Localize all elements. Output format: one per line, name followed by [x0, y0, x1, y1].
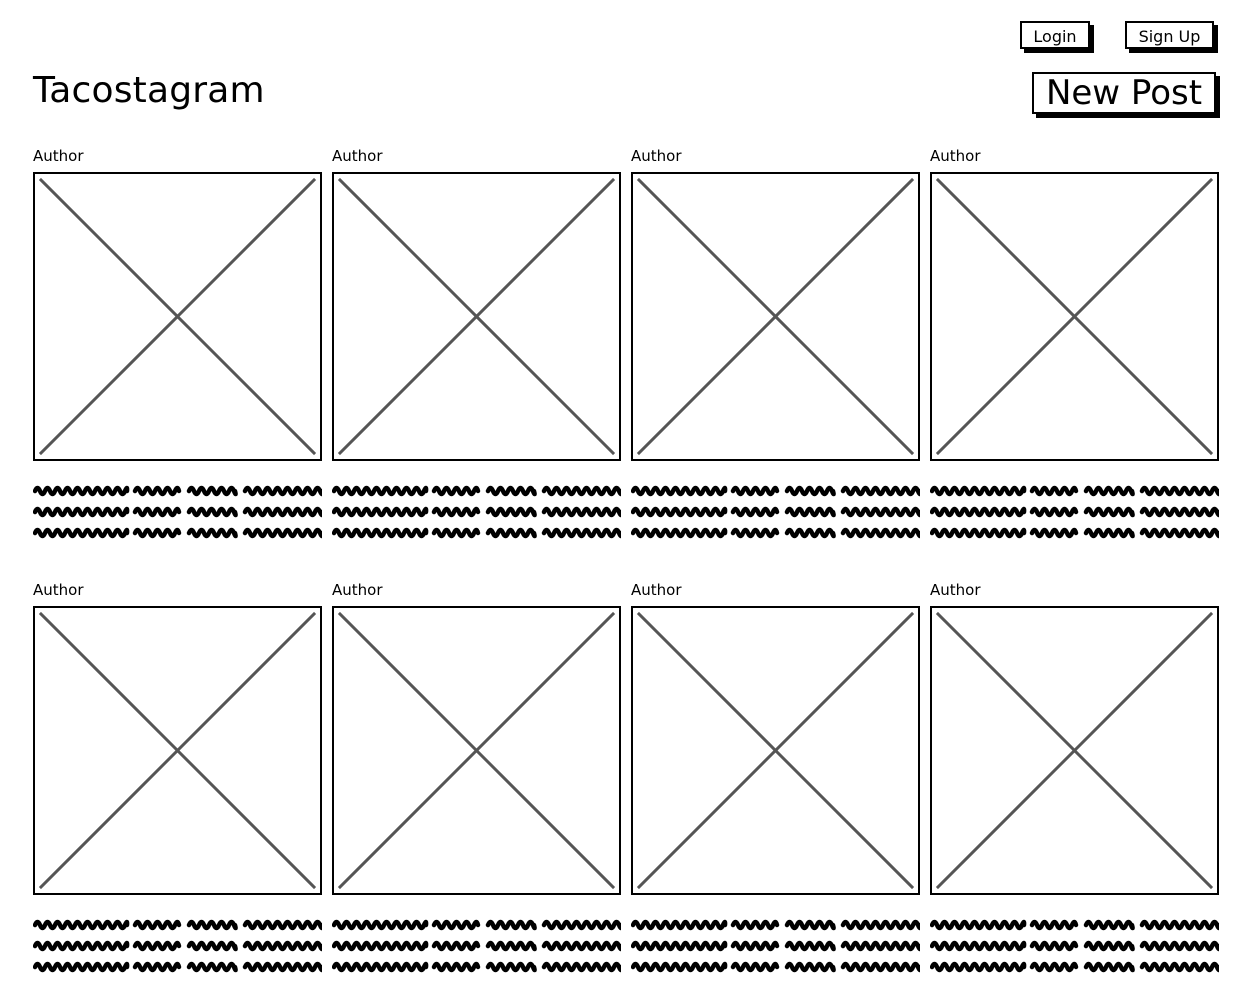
post-author: Author [33, 147, 84, 165]
caption-squiggle [1086, 943, 1133, 949]
caption-squiggle [633, 509, 725, 515]
caption-squiggle [733, 509, 777, 515]
caption-squiggle [488, 964, 535, 970]
caption-squiggle [35, 530, 127, 536]
post-author: Author [930, 581, 981, 599]
caption-squiggle-lines [33, 482, 322, 542]
caption-squiggle [189, 922, 236, 928]
caption-squiggle [135, 943, 179, 949]
caption-squiggle-lines [631, 482, 920, 542]
caption-squiggle [189, 509, 236, 515]
caption-squiggle [932, 530, 1024, 536]
caption-squiggle [544, 509, 621, 515]
caption-squiggle [35, 943, 127, 949]
caption-squiggle [733, 530, 777, 536]
caption-squiggle [843, 922, 920, 928]
caption-squiggle [135, 530, 179, 536]
caption-squiggle [733, 922, 777, 928]
post-author: Author [332, 147, 383, 165]
image-placeholder-icon [334, 608, 619, 893]
caption-squiggle [544, 964, 621, 970]
new-post-button[interactable]: New Post [1032, 72, 1216, 114]
caption-squiggle [1142, 943, 1219, 949]
caption-squiggle [245, 964, 322, 970]
caption-squiggle [245, 509, 322, 515]
caption-squiggle [1032, 488, 1076, 494]
caption-squiggle [787, 530, 834, 536]
caption-squiggle [434, 530, 478, 536]
post-image-placeholder[interactable] [332, 172, 621, 461]
caption-squiggle [787, 922, 834, 928]
caption-squiggle [733, 488, 777, 494]
post-image-placeholder[interactable] [930, 172, 1219, 461]
image-placeholder-icon [633, 608, 918, 893]
caption-squiggle [633, 964, 725, 970]
caption-squiggle [544, 488, 621, 494]
caption-squiggle [1032, 922, 1076, 928]
caption-squiggle [334, 922, 426, 928]
caption-squiggle [35, 509, 127, 515]
image-placeholder-icon [932, 608, 1217, 893]
caption-squiggle [733, 964, 777, 970]
post-author: Author [332, 581, 383, 599]
caption-squiggle [434, 943, 478, 949]
caption-squiggle [1086, 530, 1133, 536]
caption-squiggle [189, 964, 236, 970]
caption-squiggle [488, 943, 535, 949]
caption-squiggle [787, 488, 834, 494]
caption-squiggle [334, 964, 426, 970]
post-caption-scribble [332, 916, 621, 976]
post-image-placeholder[interactable] [332, 606, 621, 895]
caption-squiggle [1086, 488, 1133, 494]
post-card [332, 146, 621, 550]
caption-squiggle [843, 964, 920, 970]
caption-squiggle [843, 488, 920, 494]
post-caption-scribble [930, 482, 1219, 542]
image-placeholder-icon [633, 174, 918, 459]
caption-squiggle [843, 509, 920, 515]
caption-squiggle [1142, 530, 1219, 536]
caption-squiggle [488, 530, 535, 536]
caption-squiggle [1086, 509, 1133, 515]
caption-squiggle [633, 922, 725, 928]
image-placeholder-icon [932, 174, 1217, 459]
caption-squiggle [135, 964, 179, 970]
caption-squiggle [1032, 530, 1076, 536]
caption-squiggle [245, 488, 322, 494]
caption-squiggle-lines [930, 916, 1219, 976]
caption-squiggle [135, 488, 179, 494]
caption-squiggle [1086, 922, 1133, 928]
caption-squiggle [787, 964, 834, 970]
post-card [930, 146, 1219, 550]
caption-squiggle [1086, 964, 1133, 970]
caption-squiggle [334, 530, 426, 536]
caption-squiggle [932, 964, 1024, 970]
post-image-placeholder[interactable] [33, 172, 322, 461]
post-card [332, 580, 621, 984]
caption-squiggle [189, 530, 236, 536]
image-placeholder-icon [35, 608, 320, 893]
caption-squiggle [434, 964, 478, 970]
login-button[interactable]: Login [1020, 21, 1090, 49]
caption-squiggle [434, 922, 478, 928]
caption-squiggle [334, 943, 426, 949]
caption-squiggle [544, 922, 621, 928]
image-placeholder-icon [334, 174, 619, 459]
caption-squiggle [633, 530, 725, 536]
post-caption-scribble [33, 916, 322, 976]
post-image-placeholder[interactable] [33, 606, 322, 895]
caption-squiggle [932, 922, 1024, 928]
post-author: Author [631, 581, 682, 599]
caption-squiggle-lines [631, 916, 920, 976]
caption-squiggle [1032, 943, 1076, 949]
caption-squiggle [633, 488, 725, 494]
caption-squiggle [1142, 488, 1219, 494]
caption-squiggle [1142, 964, 1219, 970]
post-author: Author [33, 581, 84, 599]
post-card [33, 146, 322, 550]
image-placeholder-icon [35, 174, 320, 459]
caption-squiggle-lines [332, 482, 621, 542]
post-author: Author [930, 147, 981, 165]
caption-squiggle [189, 488, 236, 494]
caption-squiggle [488, 488, 535, 494]
caption-squiggle [334, 509, 426, 515]
post-grid [33, 146, 1219, 984]
caption-squiggle [35, 964, 127, 970]
post-caption-scribble [631, 482, 920, 542]
caption-squiggle [434, 509, 478, 515]
caption-squiggle [787, 943, 834, 949]
caption-squiggle [135, 509, 179, 515]
post-image-placeholder[interactable] [631, 606, 920, 895]
post-caption-scribble [332, 482, 621, 542]
caption-squiggle [488, 922, 535, 928]
app-title: Tacostagram [33, 70, 265, 111]
post-card [33, 580, 322, 984]
caption-squiggle [35, 488, 127, 494]
caption-squiggle [334, 488, 426, 494]
caption-squiggle [245, 922, 322, 928]
caption-squiggle [1032, 509, 1076, 515]
caption-squiggle [135, 922, 179, 928]
caption-squiggle [544, 530, 621, 536]
caption-squiggle [932, 488, 1024, 494]
caption-squiggle-lines [930, 482, 1219, 542]
post-caption-scribble [930, 916, 1219, 976]
caption-squiggle [245, 530, 322, 536]
caption-squiggle [932, 509, 1024, 515]
caption-squiggle [189, 943, 236, 949]
post-image-placeholder[interactable] [930, 606, 1219, 895]
post-card [631, 146, 920, 550]
post-caption-scribble [631, 916, 920, 976]
caption-squiggle [843, 943, 920, 949]
caption-squiggle [544, 943, 621, 949]
post-author: Author [631, 147, 682, 165]
caption-squiggle [932, 943, 1024, 949]
post-card [631, 580, 920, 984]
caption-squiggle [733, 943, 777, 949]
caption-squiggle [434, 488, 478, 494]
caption-squiggle [633, 943, 725, 949]
caption-squiggle-lines [332, 916, 621, 976]
caption-squiggle [245, 943, 322, 949]
caption-squiggle [1142, 922, 1219, 928]
caption-squiggle [843, 530, 920, 536]
caption-squiggle [787, 509, 834, 515]
caption-squiggle-lines [33, 916, 322, 976]
caption-squiggle [1142, 509, 1219, 515]
sign-up-button[interactable]: Sign Up [1125, 21, 1214, 49]
post-card [930, 580, 1219, 984]
post-caption-scribble [33, 482, 322, 542]
caption-squiggle [35, 922, 127, 928]
caption-squiggle [488, 509, 535, 515]
caption-squiggle [1032, 964, 1076, 970]
post-image-placeholder[interactable] [631, 172, 920, 461]
